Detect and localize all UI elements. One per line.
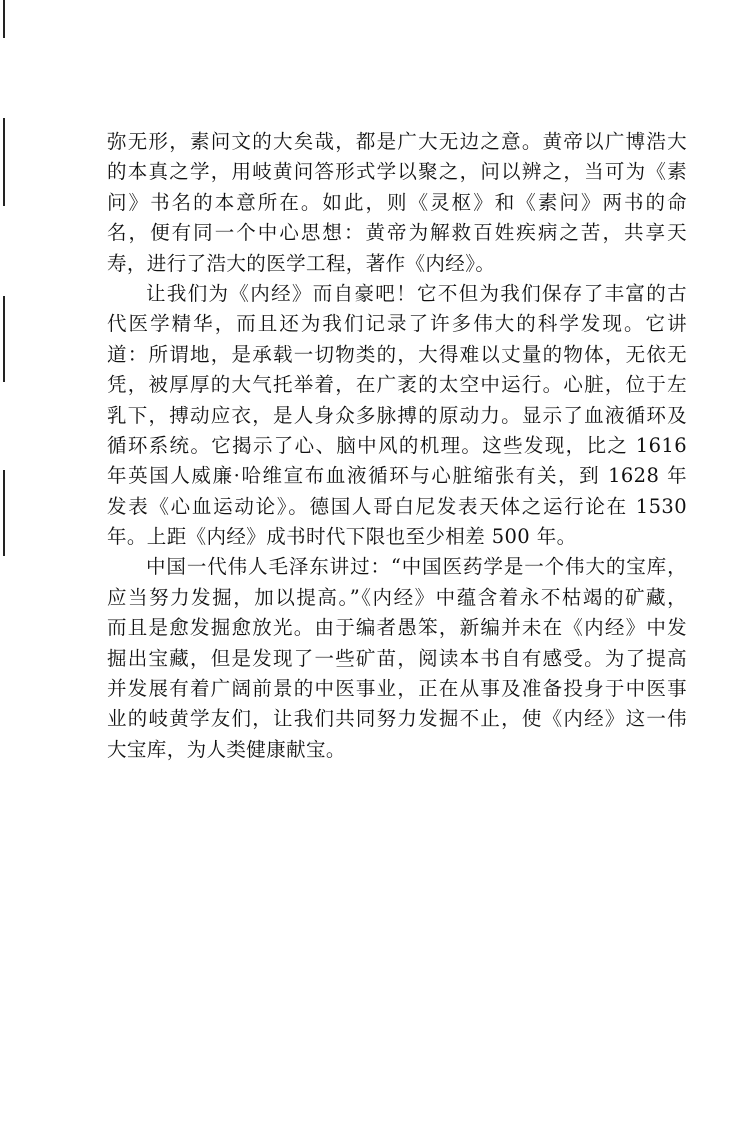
text-line: 中国一代伟人毛泽东讲过：“中国医药学是一个伟大的宝库， [146, 555, 687, 579]
text-line: 年英国人威廉·哈维宣布血液循环与心脏缩张有关，到 1628 年 [107, 464, 687, 488]
text-line: 年。上距《内经》成书时代下限也至少相差 500 年。 [107, 525, 577, 549]
text-line: 的本真之学，用岐黄问答形式学以聚之，问以辨之，当可为《素 [107, 160, 687, 184]
text-line: 大宝库，为人类健康献宝。 [107, 737, 346, 761]
text-line: 应当努力发掘，加以提高。”《内经》中蕴含着永不枯竭的矿藏， [107, 585, 687, 609]
text-line: 代医学精华，而且还为我们记录了许多伟大的科学发现。它讲 [107, 312, 687, 336]
text-line: 问》书名的本意所在。如此，则《灵枢》和《素问》两书的命 [107, 190, 687, 214]
paragraph-1 [107, 127, 687, 279]
text-line: 名，便有同一个中心思想：黄帝为解救百姓疾病之苦，共享天 [107, 221, 687, 245]
text-line: 凭，被厚厚的大气托举着，在广袤的太空中运行。心脏，位于左 [107, 373, 687, 397]
text-line: 并发展有着广阔前景的中医事业，正在从事及准备投身于中医事 [107, 677, 687, 701]
text-line: 掘出宝藏，但是发现了一些矿苗，阅读本书自有感受。为了提高 [107, 646, 687, 670]
text-line: 道：所谓地，是承载一切物类的，大得难以丈量的物体，无依无 [107, 342, 687, 366]
paragraph-3 [107, 552, 687, 765]
text-line: 让我们为《内经》而自豪吧！它不但为我们保存了丰富的古 [146, 281, 687, 305]
scan-edge-mark-1 [3, 0, 5, 38]
text-line: 寿，进行了浩大的医学工程，著作《内经》。 [107, 251, 496, 275]
text-line: 循环系统。它揭示了心、脑中风的机理。这些发现，比之 1616 [107, 433, 687, 457]
text-line: 而且是愈发掘愈放光。由于编者愚笨，新编并未在《内经》中发 [107, 616, 687, 640]
text-line: 发表《心血运动论》。德国人哥白尼发表天体之运行论在 1530 [107, 494, 687, 518]
text-line: 弥无形，素问文的大矣哉，都是广大无边之意。黄帝以广博浩大 [107, 130, 687, 153]
scan-edge-mark-2 [3, 118, 5, 206]
text-line: 业的岐黄学友们，让我们共同努力发掘不止，使《内经》这一伟 [107, 707, 687, 731]
paragraph-2 [107, 279, 687, 553]
page-body-text [107, 127, 687, 765]
scan-edge-mark-4 [3, 470, 5, 556]
scan-edge-mark-3 [3, 296, 5, 382]
text-line: 乳下，搏动应衣，是人身众多脉搏的原动力。显示了血液循环及 [107, 403, 687, 427]
